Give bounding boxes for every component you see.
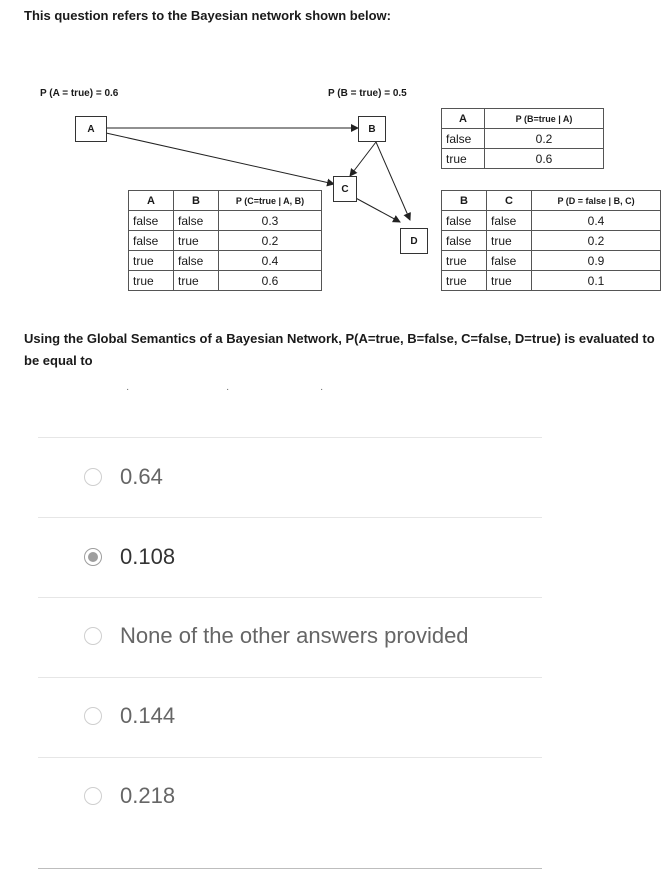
cpt-c-cell: true: [174, 271, 219, 291]
stray-mark: ·: [226, 384, 230, 395]
cpt-c-cell: false: [129, 211, 174, 231]
cpt-d-header-prob: P (D = false | B, C): [532, 191, 661, 211]
radio-button[interactable]: [84, 548, 102, 566]
cpt-c-cell: true: [174, 231, 219, 251]
table-row: [442, 251, 661, 271]
radio-button[interactable]: [84, 707, 102, 725]
cpt-b-cell: false: [442, 129, 485, 149]
answer-label: None of the other answers provided: [120, 623, 469, 648]
cpt-b-cell: 0.2: [485, 129, 604, 149]
cpt-d-cell: false: [442, 231, 487, 251]
cpt-c-cell: false: [129, 231, 174, 251]
node-c: C: [333, 176, 357, 202]
cpt-c-cell: true: [129, 271, 174, 291]
cpt-b-header-prob: P (B=true | A): [485, 109, 604, 129]
table-row: [442, 231, 661, 251]
divider: [38, 677, 542, 678]
cpt-d-cell: true: [487, 231, 532, 251]
node-a: A: [75, 116, 107, 142]
prior-a: P (A = true) = 0.6: [40, 88, 119, 99]
answer-label: 0.218: [120, 783, 176, 808]
bayesian-network-diagram: [0, 80, 672, 310]
answer-option[interactable]: [84, 623, 469, 649]
table-row: [129, 211, 322, 231]
table-row: [129, 231, 322, 251]
divider: [38, 757, 542, 758]
answer-option[interactable]: [84, 783, 175, 809]
cpt-d-header-b: B: [442, 191, 487, 211]
cpt-d-cell: false: [442, 211, 487, 231]
stray-mark: ·: [126, 384, 130, 395]
cpt-d-cell: 0.1: [532, 271, 661, 291]
cpt-c-cell: true: [129, 251, 174, 271]
cpt-d-cell: true: [442, 271, 487, 291]
node-b: B: [358, 116, 386, 142]
cpt-c-cell: false: [174, 211, 219, 231]
table-row: [442, 129, 604, 149]
cpt-c-header-b: B: [174, 191, 219, 211]
answer-option[interactable]: [84, 464, 163, 490]
question-intro: This question refers to the Bayesian network shown below:: [24, 8, 391, 23]
cpt-b-table: [441, 108, 604, 169]
question-text: Using the Global Semantics of a Bayesian Network, P(A=true, B=false, C=false, D=true) is evaluated to be equal to: [24, 331, 655, 368]
cpt-b-cell: true: [442, 149, 485, 169]
bottom-divider: [38, 868, 542, 869]
prior-b: P (B = true) = 0.5: [328, 88, 407, 99]
answer-label: 0.64: [120, 464, 163, 489]
table-row: [129, 271, 322, 291]
table-row: [442, 211, 661, 231]
cpt-c-header-prob: P (C=true | A, B): [219, 191, 322, 211]
cpt-c-cell: 0.2: [219, 231, 322, 251]
divider: [38, 437, 542, 438]
radio-button[interactable]: [84, 468, 102, 486]
radio-button[interactable]: [84, 787, 102, 805]
node-d: D: [400, 228, 428, 254]
table-row: [442, 271, 661, 291]
edge-a-c: [106, 133, 334, 184]
table-row: [442, 149, 604, 169]
cpt-d-cell: 0.9: [532, 251, 661, 271]
radio-button[interactable]: [84, 627, 102, 645]
cpt-c-cell: 0.6: [219, 271, 322, 291]
cpt-b-header-a: A: [442, 109, 485, 129]
stray-mark: ·: [320, 384, 324, 395]
table-row: [129, 251, 322, 271]
answer-option[interactable]: [84, 703, 175, 729]
answer-label: 0.144: [120, 703, 176, 728]
cpt-d-cell: false: [487, 211, 532, 231]
cpt-c-table: [128, 190, 322, 291]
answer-option[interactable]: [84, 544, 175, 570]
edge-c-d: [352, 196, 400, 222]
cpt-d-table: [441, 190, 661, 291]
cpt-c-cell: 0.4: [219, 251, 322, 271]
cpt-d-cell: 0.4: [532, 211, 661, 231]
divider: [38, 517, 542, 518]
cpt-d-cell: true: [487, 271, 532, 291]
cpt-d-cell: true: [442, 251, 487, 271]
cpt-d-cell: 0.2: [532, 231, 661, 251]
edge-b-c: [350, 142, 376, 176]
cpt-c-cell: 0.3: [219, 211, 322, 231]
cpt-c-header-a: A: [129, 191, 174, 211]
edge-b-d: [376, 142, 410, 220]
cpt-d-header-c: C: [487, 191, 532, 211]
answer-label: 0.108: [120, 544, 176, 569]
cpt-c-cell: false: [174, 251, 219, 271]
cpt-b-cell: 0.6: [485, 149, 604, 169]
divider: [38, 597, 542, 598]
cpt-d-cell: false: [487, 251, 532, 271]
